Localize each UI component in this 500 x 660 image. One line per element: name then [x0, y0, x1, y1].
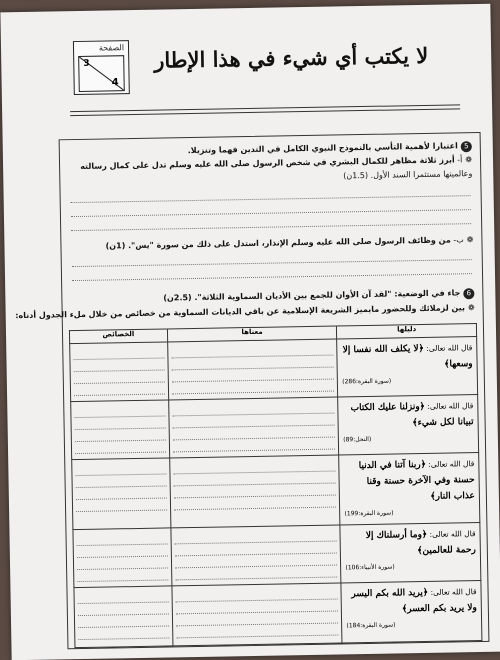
- q6-task-text: بين لزملائك وللحضور مايميز الشريعة الإسلامية عن باقي الديانات السماوية من خصائص من خلال ملء الجدول أدناه:: [15, 303, 465, 321]
- feature-cell[interactable]: [74, 586, 173, 648]
- answer-frame: [15, 132, 490, 649]
- q5-a-label: أ-: [457, 155, 463, 165]
- evidence-cell: [337, 337, 478, 397]
- meaning-cell[interactable]: [172, 583, 343, 646]
- verse-intro: قال الله تعالى:: [427, 401, 474, 411]
- answer-line[interactable]: [71, 195, 471, 203]
- q5-number: 5: [461, 141, 472, 152]
- page-total: 4: [111, 77, 119, 89]
- header-meaning: معناها: [167, 326, 337, 342]
- verse-intro: قال الله تعالى:: [428, 459, 475, 469]
- verse-ref: (سورة الأنبياء:106): [345, 563, 395, 572]
- q6-intro: [163, 288, 474, 304]
- feature-cell[interactable]: [72, 458, 171, 530]
- q5-part-a-cont: وعالميتها مستثمرا السند الأول. (1.5ن): [343, 169, 473, 181]
- bullet-icon: ❁: [467, 303, 475, 313]
- meaning-cell[interactable]: [169, 455, 340, 528]
- q5-a-text: أبرز ثلاثة مظاهر للكمال البشري في شخص الرسول صلى الله عليه وسلم تدل على كمال رسالته: [80, 155, 455, 171]
- verse-text: ﴿ونزلنا عليك الكتاب تبيانا لكل شيء﴾: [350, 401, 474, 429]
- bullet-icon: ❁: [465, 155, 473, 165]
- answer-line[interactable]: [72, 273, 472, 281]
- table-row: [70, 337, 478, 402]
- verse-ref: (النحل:89): [343, 435, 372, 444]
- page-current: 3: [83, 58, 90, 69]
- q5-intro-text: اعتبارا لأهمية التأسي بالنموذج النبوي الكامل في التدين فهما وتنزيلا.: [187, 141, 458, 156]
- bullet-icon: ❁: [466, 235, 474, 245]
- meaning-cell[interactable]: [171, 525, 342, 586]
- evidence-cell: [341, 581, 482, 643]
- verse-text: ﴿وما أرسلناك إلا رحمة للعالمين﴾: [365, 529, 476, 557]
- do-not-write-banner: لا يكتب أي شيء في هذا الإطار: [154, 42, 429, 73]
- evidence-cell: [340, 523, 481, 583]
- table-row: [71, 395, 479, 460]
- verse-text: ﴿ربنا آتنا في الدنيا حسنة وفي الآخرة حسنة وقنا عذاب النار﴾: [358, 459, 475, 502]
- table-row: [74, 581, 482, 648]
- q5-b-text: من وظائف الرسول صلى الله عليه وسلم الإنذار، استدل على ذلك من سورة "يس". (1ن): [105, 235, 451, 251]
- feature-cell[interactable]: [73, 528, 172, 588]
- q5-intro: [188, 141, 472, 157]
- q5-part-b: [106, 235, 474, 250]
- verse-text: ﴿يريد الله بكم اليسر ولا يريد بكم العسر﴾: [351, 587, 477, 615]
- verse-intro: قال الله تعالى:: [429, 529, 476, 539]
- header-feature: الخصائص: [69, 329, 167, 344]
- q6-intro-text: جاء في الوضعية: "لقد آن الأوان للجمع بين الأديان السماوية الثلاثة". (2.5ن): [163, 288, 461, 303]
- evidence-cell: [338, 395, 479, 455]
- q5-part-a: [80, 155, 472, 171]
- header-evidence: دليلها: [337, 324, 477, 339]
- table-row: [72, 453, 480, 530]
- meaning-cell[interactable]: [168, 397, 339, 458]
- verse-intro: قال الله تعالى:: [430, 587, 477, 597]
- verse-ref: (سورة البقرة:184): [346, 621, 396, 630]
- verse-ref: (سورة البقرة:199): [344, 509, 394, 518]
- features-table: [69, 323, 482, 648]
- verse-intro: قال الله تعالى:: [426, 343, 473, 353]
- page-number-cell: [78, 55, 125, 92]
- answer-line[interactable]: [71, 223, 471, 231]
- verse-ref: (سورة البقرة:286): [342, 377, 392, 386]
- table-row: [73, 523, 481, 588]
- page-number-box: [73, 40, 130, 95]
- feature-cell[interactable]: [71, 400, 170, 460]
- answer-line[interactable]: [72, 259, 472, 267]
- meaning-cell[interactable]: [167, 339, 338, 400]
- verse-text: ﴿لا يكلف الله نفسا إلا وسعها﴾: [342, 343, 473, 370]
- exam-sheet: [0, 4, 500, 660]
- q5-b-label: ب-: [453, 235, 464, 245]
- evidence-cell: [339, 453, 480, 525]
- q6-number: 6: [463, 288, 474, 299]
- answer-line[interactable]: [71, 209, 471, 217]
- feature-cell[interactable]: [70, 342, 169, 402]
- page-label: الصفحة: [98, 43, 125, 53]
- q6-task: [15, 303, 474, 320]
